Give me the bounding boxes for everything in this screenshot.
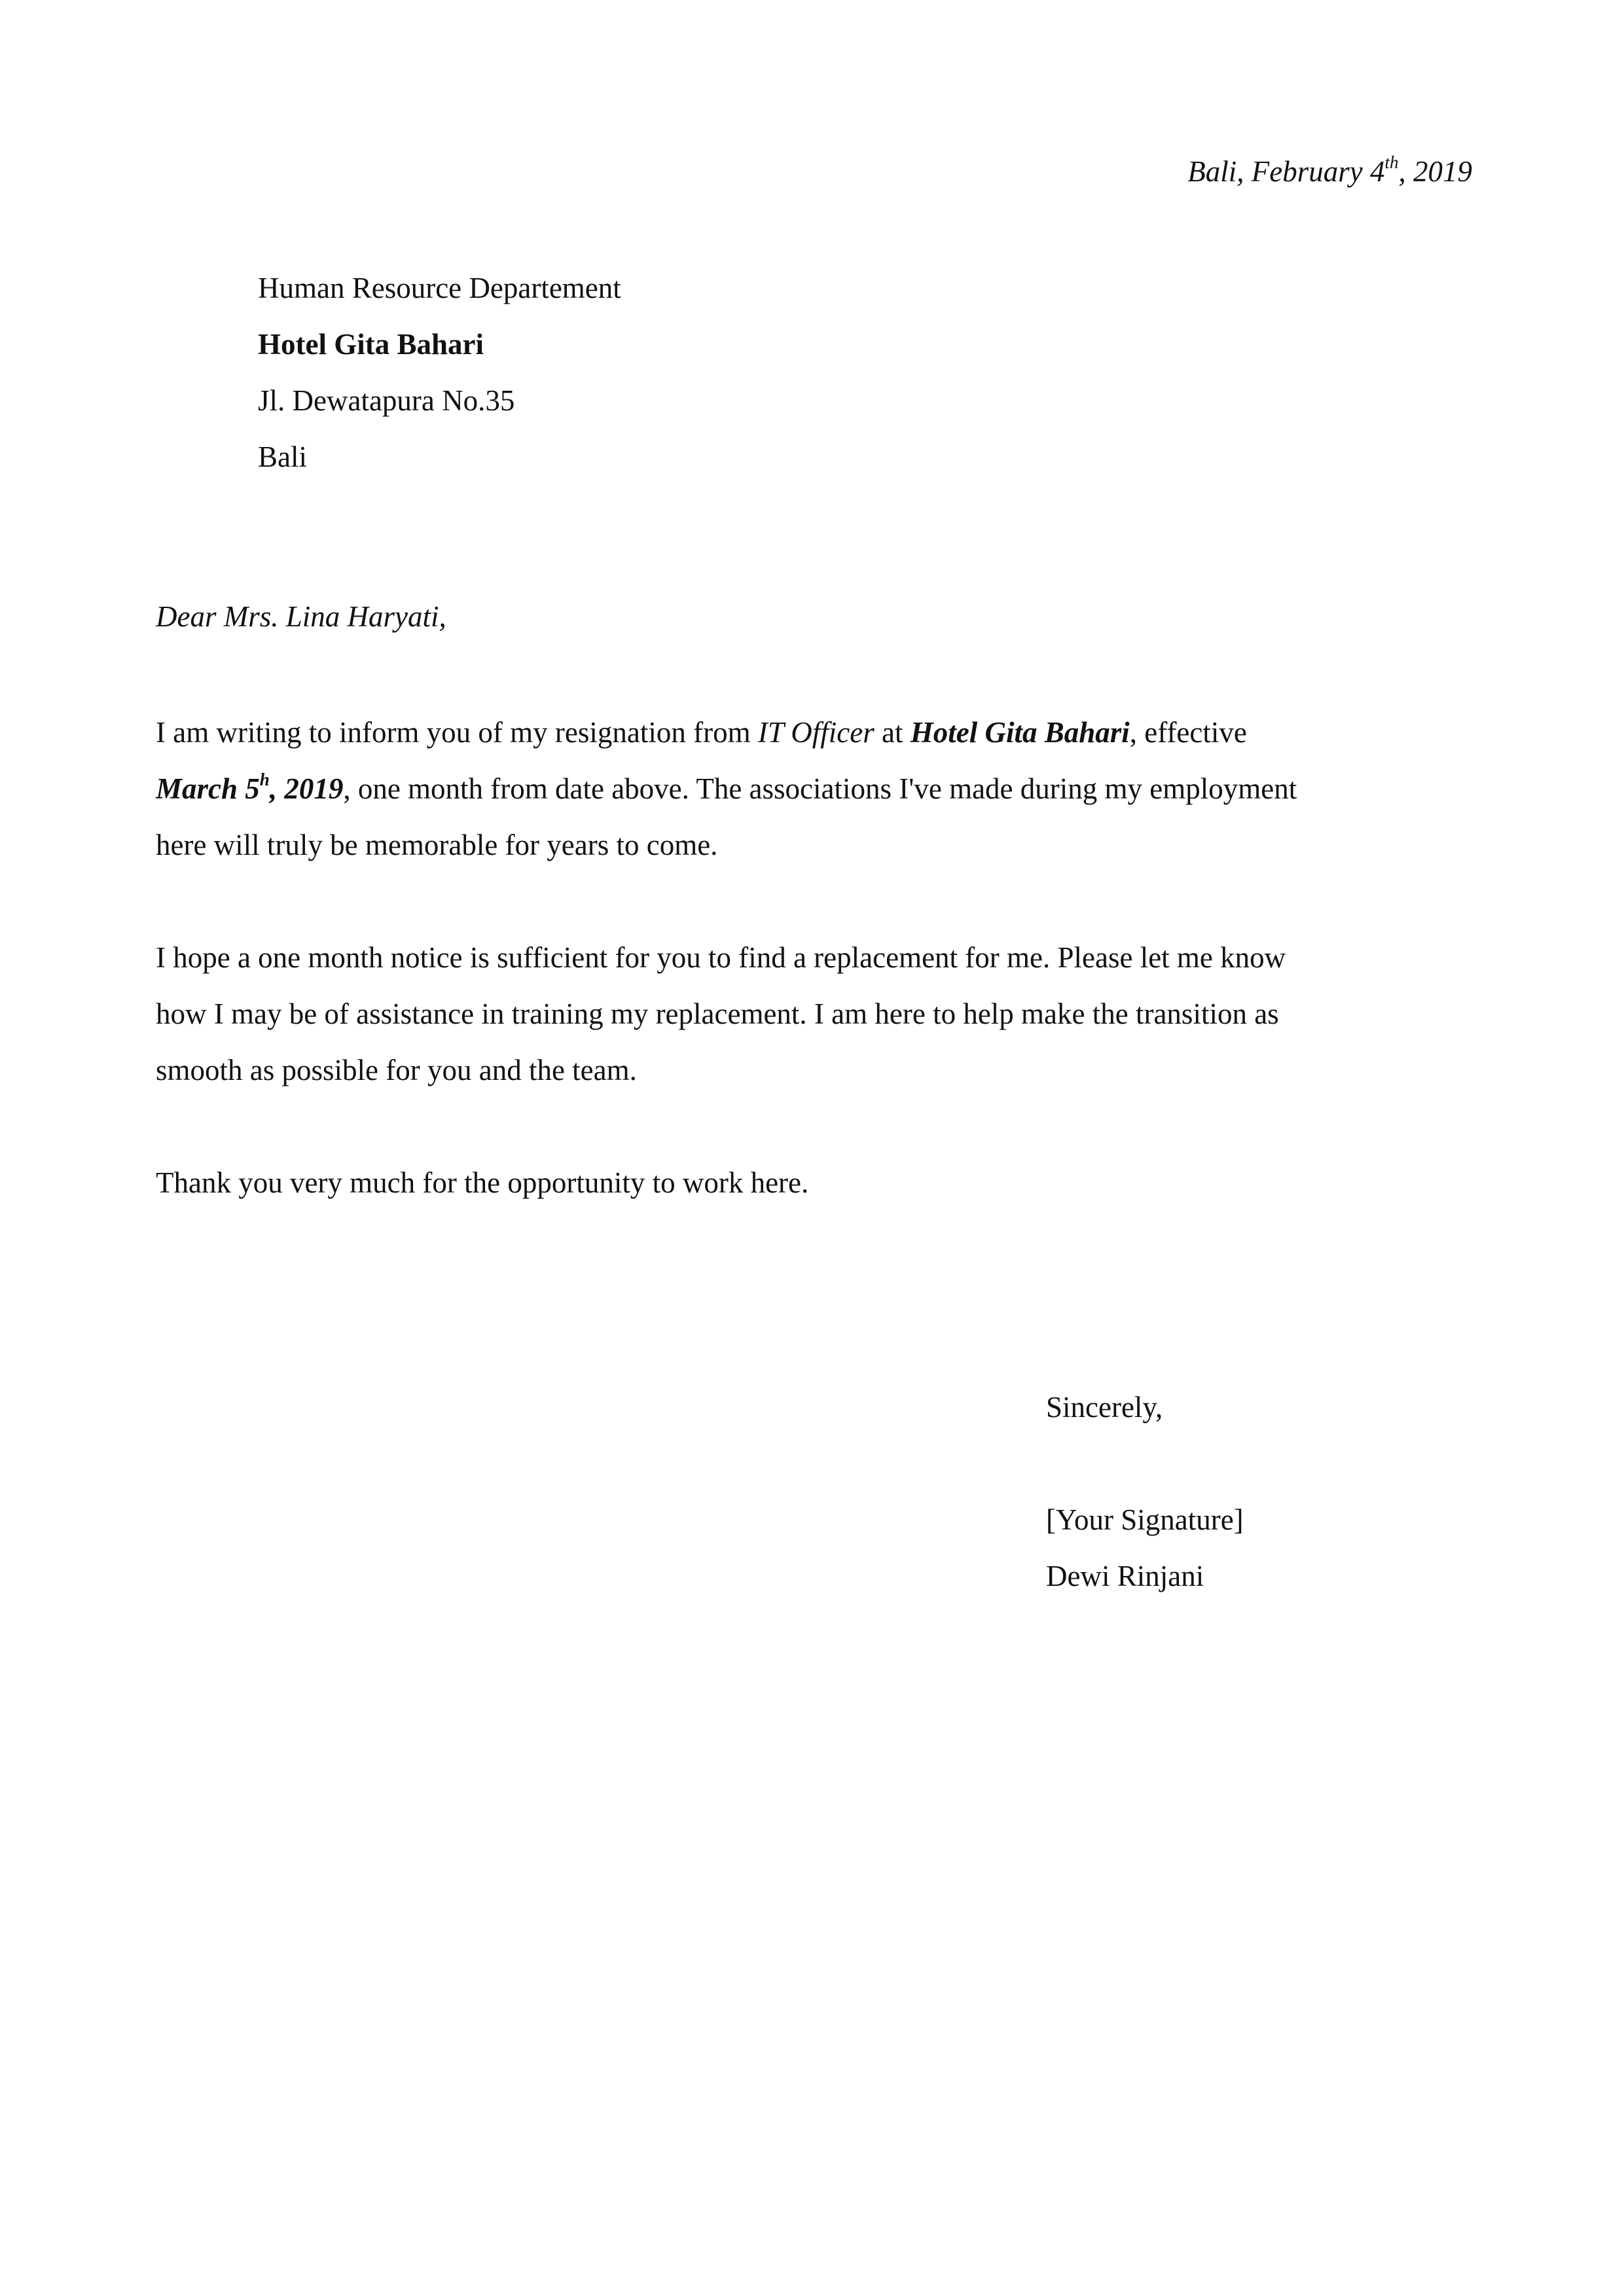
recipient-department: Human Resource Departement <box>258 272 621 304</box>
paragraph-line: Thank you very much for the opportunity to work here. <box>156 1166 809 1199</box>
date-prefix: Bali, February 4 <box>1187 155 1385 188</box>
paragraph-line: here will truly be memorable for years to come. <box>156 829 718 861</box>
paragraph-line: I am writing to inform you of my resignation from IT Officer at Hotel Gita Bahari, effective <box>156 716 1247 749</box>
effective-date: March 5$^h$, 2019 <box>156 770 344 805</box>
salutation: Dear Mrs. Lina Haryati, <box>156 600 446 633</box>
valediction: Sincerely, <box>1046 1391 1163 1424</box>
paragraph-line: how I may be of assistance in training my replacement. I am here to help make the transition as <box>156 997 1279 1030</box>
recipient-company: Hotel Gita Bahari <box>258 328 484 361</box>
recipient-city: Bali <box>258 440 307 473</box>
date-year: , 2019 <box>1398 155 1472 188</box>
paragraph-line: March 5$^h$, 2019, one month from date above. The associations I've made during my employment <box>156 770 1297 805</box>
position-title: IT Officer <box>757 716 875 749</box>
body-paragraph-3 <box>156 1155 1478 1211</box>
paragraph-line: smooth as possible for you and the team. <box>156 1054 637 1086</box>
recipient-street: Jl. Dewatapura No.35 <box>258 384 515 417</box>
company-name-inline: Hotel Gita Bahari <box>910 716 1130 749</box>
body-paragraph-1 <box>156 704 1478 873</box>
date-ordinal-suffix: th <box>1384 152 1399 172</box>
signer-name: Dewi Rinjani <box>1046 1560 1204 1592</box>
signature-placeholder: [Your Signature] <box>1046 1503 1244 1536</box>
body-paragraph-2 <box>156 929 1478 1098</box>
letter-date <box>1187 152 1472 188</box>
paragraph-line: I hope a one month notice is sufficient for you to find a replacement for me. Please let me know <box>156 941 1286 974</box>
